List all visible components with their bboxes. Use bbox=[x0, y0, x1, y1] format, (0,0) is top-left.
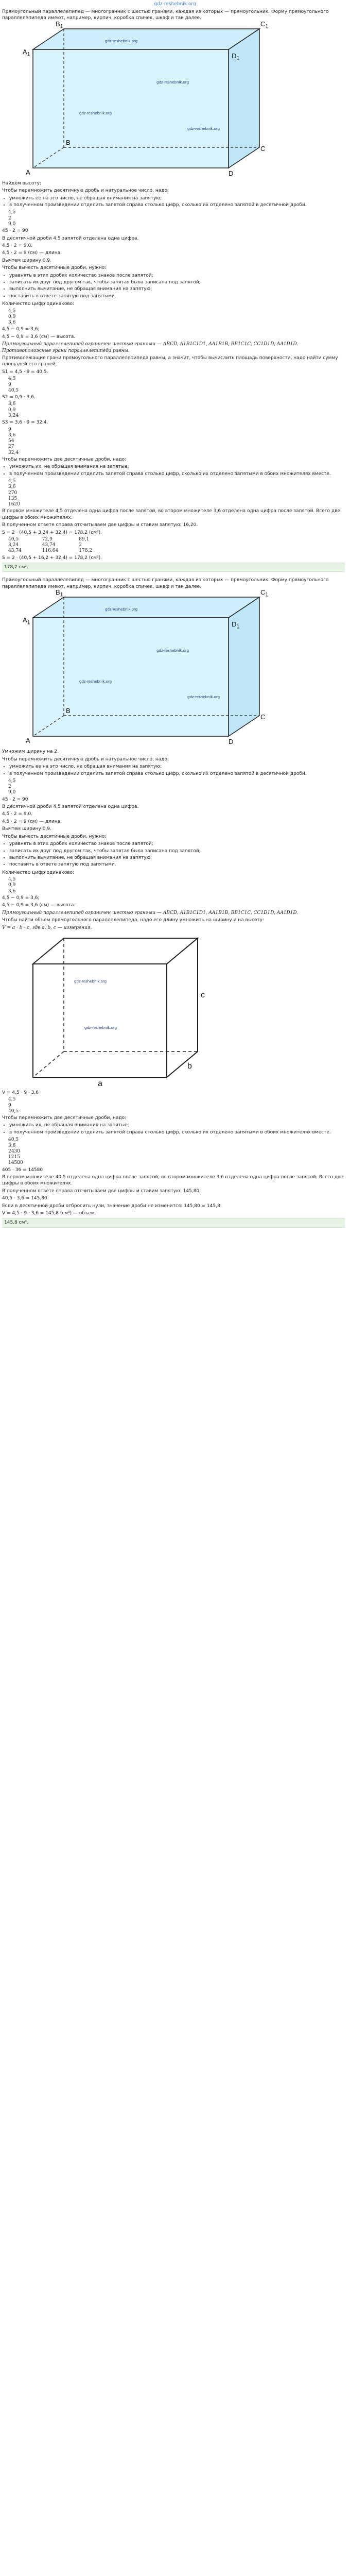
t1-calc7c: 89,1 2 178,2 bbox=[79, 536, 93, 554]
t2-s11: 4,5 − 0,9 = 3,6 (см) — высота. bbox=[2, 903, 76, 908]
t1-calc7 bbox=[2, 537, 345, 554]
t1-calc5: 9 3,6 54 27 32,4 bbox=[8, 427, 19, 455]
watermark: gdz-reshebnik.org bbox=[187, 695, 220, 700]
parallelepiped-svg-1 bbox=[2, 24, 270, 178]
watermark: gdz-reshebnik.org bbox=[79, 680, 112, 684]
list-item: • в полученном произведении отделить запятой справа столько цифр, сколько их отделено запятой в десятичной дроби. bbox=[9, 771, 345, 777]
t1-rule3 bbox=[2, 464, 345, 477]
t2-s20: 40,5 · 3,6 = 145,80. bbox=[2, 1196, 49, 1201]
t2-s2: Чтобы перемножить десятичную дробь и натуральное число, надо: bbox=[2, 756, 169, 762]
cube-svg bbox=[12, 933, 208, 1088]
t1-s12: Прямоугольный параллелепипед ограничен шестью гранями — ABCD, A1B1C1D1, AA1B1B, BB1C1C, CC1D1D, AA1D1D. Противоположные грани параллелепипеда равны. bbox=[2, 342, 299, 353]
t2-s10: 4,5 − 0,9 = 3,6; bbox=[2, 895, 40, 901]
list-item: • умножить их, не обращая внимания на запятые; bbox=[9, 1122, 345, 1128]
t1-calc7a: 40,5 3,24 43,74 bbox=[8, 536, 22, 554]
t2-s6: 4,5 · 2 = 9 (см) — длина. bbox=[2, 819, 62, 824]
t1-calc2: 4,5 0,9 3,6 bbox=[8, 308, 16, 326]
t2-s12: Прямоугольный параллелепипед ограничен шестью гранями — ABCD, A1B1C1D1, AA1B1B, BB1C1C, CC1D1D, AA1D1D. bbox=[2, 910, 299, 916]
list-item: • выполнить вычитание, не обращая внимания на запятую; bbox=[9, 286, 345, 292]
label-a: A bbox=[26, 168, 30, 176]
label-edge-c: c bbox=[201, 990, 205, 999]
t2-s19: В полученном ответе справа отсчитываем две цифры и ставим запятую: 145,80. bbox=[2, 1188, 201, 1194]
label-d1: $D_1$ bbox=[232, 620, 240, 630]
t2-s13: Чтобы найти объем прямоугольного параллелепипеда, надо его длину умножить на ширину и на высоту: bbox=[2, 918, 265, 923]
parallelepiped-figure-1 bbox=[2, 20, 270, 178]
label-c: C bbox=[260, 144, 266, 152]
watermark: gdz-reshebnik.org bbox=[84, 1025, 117, 1030]
task2-intro: Прямоугольный параллелепипед — многогранник с шестью гранями, каждая из которых — прямоугольник. Форму прямоугольного параллелепипеда имеют, например, кирпич, коробка спичек, шкаф и так далее. bbox=[2, 578, 329, 589]
t1-s4: В десятичной дроби 4,5 запятой отделена одна цифра. bbox=[2, 235, 139, 241]
t2-s17: 405 · 36 = 14580 bbox=[2, 1167, 43, 1173]
t2-s15: V = 4,5 · 9 · 3,6 bbox=[2, 1090, 39, 1095]
t1-s1: Найдём высоту: bbox=[2, 180, 42, 186]
list-item: • записать их друг под другом так, чтобы запятая была записана под запятой; bbox=[9, 848, 345, 854]
t2-calc2: 4,5 0,9 3,6 bbox=[8, 877, 16, 894]
t1-s11: 4,5 − 0,9 = 3,6 (см) — высота. bbox=[2, 334, 76, 340]
t1-s10: 4,5 − 0,9 = 3,6; bbox=[2, 327, 40, 332]
t1-rule1 bbox=[2, 195, 345, 209]
t1-s9: Количество цифр одинаково: bbox=[2, 301, 75, 307]
label-d1: $D_1$ bbox=[232, 52, 240, 62]
t2-s18: В первом множителе 40,5 отделена одна цифра после запятой, во втором множителе 3,6 отделена одна цифра после запятой. Всего две цифры в обоих множителях. bbox=[2, 1174, 343, 1187]
list-item: • умножить ее на это число, не обращая внимания на запятую; bbox=[9, 764, 345, 770]
t2-s3: 45 · 2 = 90 bbox=[2, 796, 28, 802]
t1-calc7b: 72,9 43,74 116,64 bbox=[42, 536, 59, 554]
t2-calc3: 4,5 9 40,5 bbox=[8, 1097, 19, 1114]
list-item: • в полученном произведении отделить запятой справа столько цифр, сколько их отделено запятыми в обоих множителях вместе. bbox=[9, 471, 345, 477]
t2-calc4: 40,5 3,6 2430 1215 14580 bbox=[8, 1137, 23, 1166]
watermark: gdz-reshebnik.org bbox=[105, 607, 138, 612]
parallelepiped-figure-2 bbox=[2, 588, 270, 747]
site-link[interactable]: gdz-reshebnik.org bbox=[154, 2, 196, 7]
t2-rule1 bbox=[2, 764, 345, 777]
t1-s6: 4,5 · 2 = 9 (см) — длина. bbox=[2, 250, 62, 256]
t2-s4: В десятичной дроби 4,5 запятой отделена одна цифра. bbox=[2, 804, 139, 810]
t1-s16: S3 = 3,6 · 9 = 32,4. bbox=[2, 420, 48, 426]
label-b: B bbox=[66, 138, 71, 146]
t1-calc1: 4,5 2 9,0 bbox=[8, 210, 16, 227]
t2-calc1: 4,5 2 9,0 bbox=[8, 778, 16, 795]
watermark: gdz-reshebnik.org bbox=[79, 111, 112, 115]
list-item: • в полученном произведении отделить запятой справа столько цифр, сколько их отделено запятыми в обоих множителях вместе. bbox=[9, 1129, 345, 1136]
label-a1: $A_1$ bbox=[23, 616, 30, 626]
t1-rule2 bbox=[2, 273, 345, 300]
parallelepiped-svg-2 bbox=[2, 592, 270, 747]
watermark: gdz-reshebnik.org bbox=[187, 126, 220, 131]
t1-s5: 4,5 · 2 = 9,0. bbox=[2, 243, 33, 248]
task-1 bbox=[0, 9, 350, 572]
list-item: • в полученном произведении отделить запятой справа столько цифр, сколько их отделено запятой в десятичной дроби. bbox=[9, 202, 345, 208]
t1-s17: Чтобы перемножить две десятичные дроби, надо: bbox=[2, 456, 127, 462]
t1-s21: S = 2 · (40,5 + 16,2 + 32,4) = 178,2 (см²). bbox=[2, 555, 102, 561]
t1-s8: Чтобы вычесть десятичные дроби, нужно: bbox=[2, 265, 107, 271]
t1-s19: В полученном ответе справа отсчитываем две цифры и ставим запятую: 16,20. bbox=[2, 522, 198, 528]
t2-s7: Вычтем ширину 0,9. bbox=[2, 826, 51, 832]
label-b1: $B_1$ bbox=[56, 20, 63, 30]
t1-answer: 178,2 см². bbox=[2, 563, 345, 572]
task-2 bbox=[0, 577, 350, 1227]
t2-s14: V = a · b · c, где a, b, c — измерения. bbox=[2, 925, 92, 930]
list-item: • выполнить вычитание, не обращая внимания на запятую; bbox=[9, 855, 345, 861]
label-a: A bbox=[26, 737, 30, 745]
list-item: • уравнять в этих дробях количество знаков после запятой; bbox=[9, 273, 345, 279]
label-c1: $C_1$ bbox=[260, 588, 269, 598]
t2-s21: Если в десятичной дроби отбросить нули, значение дроби не изменится: 145,80 = 145,8. bbox=[2, 1203, 222, 1209]
t1-calc4: 3,6 0,9 3,24 bbox=[8, 401, 19, 418]
watermark: gdz-reshebnik.org bbox=[156, 80, 189, 84]
label-edge-b: b bbox=[187, 1061, 192, 1071]
t1-s18: В первом множителе 4,5 отделена одна цифра после запятой, во втором множителе 3,6 отделена одна цифра после запятой. Всего две цифры в обоих множителях. bbox=[2, 509, 340, 520]
label-d: D bbox=[229, 169, 234, 177]
list-item: • записать их друг под другом так, чтобы запятая была записана под запятой; bbox=[9, 279, 345, 285]
t2-s16: Чтобы перемножить две десятичные дроби, надо: bbox=[2, 1115, 127, 1121]
t1-s14: S1 = 4,5 · 9 = 40,5. bbox=[2, 369, 48, 375]
t2-s9: Количество цифр одинаково: bbox=[2, 870, 75, 875]
label-c: C bbox=[260, 713, 266, 721]
t2-s8: Чтобы вычесть десятичные дроби, нужно: bbox=[2, 834, 107, 839]
t2-rule3 bbox=[2, 1122, 345, 1136]
watermark: gdz-reshebnik.org bbox=[156, 649, 189, 653]
t1-s7: Вычтем ширину 0,9. bbox=[2, 258, 51, 263]
t1-s20: S = 2 · (40,5 + 3,24 + 32,4) = 178,2 (см²). bbox=[2, 530, 102, 535]
label-c1: $C_1$ bbox=[260, 20, 269, 30]
t1-s15: S2 = 0,9 · 3,6. bbox=[2, 395, 36, 400]
list-item: • поставить в ответе запятую под запятыми. bbox=[9, 293, 345, 299]
cube-figure bbox=[12, 933, 208, 1088]
label-b: B bbox=[66, 707, 71, 715]
list-item: • уравнять в этих дробях количество знаков после запятой; bbox=[9, 841, 345, 847]
t1-s2: Чтобы перемножить десятичную дробь и натуральное число, надо: bbox=[2, 188, 169, 194]
watermark: gdz-reshebnik.org bbox=[74, 979, 107, 984]
t1-calc6: 4,5 3,6 270 135 1620 bbox=[8, 479, 20, 507]
t1-s13: Противолежащие грани прямоугольного параллелепипеда равны, а значит, чтобы вычислить площадь поверхности, надо найти сумму площадей его граней. bbox=[2, 355, 338, 367]
task1-intro: Прямоугольный параллелепипед — многогранник с шестью гранями, каждая из которых — прямоугольник. Форму прямоугольного параллелепипеда имеют, например, кирпич, коробка спичек, шкаф и так далее. bbox=[2, 9, 329, 21]
label-edge-a: a bbox=[98, 1079, 102, 1088]
t1-calc3: 4,5 9 40,5 bbox=[8, 376, 19, 393]
label-a1: $A_1$ bbox=[23, 47, 30, 58]
watermark: gdz-reshebnik.org bbox=[105, 39, 138, 43]
list-item: • умножить ее на это число, не обращая внимания на запятую; bbox=[9, 195, 345, 201]
site-header[interactable] bbox=[0, 0, 350, 8]
t2-s5: 4,5 · 2 = 9,0. bbox=[2, 811, 33, 817]
t1-s3: 45 · 2 = 90 bbox=[2, 228, 28, 234]
label-b1: $B_1$ bbox=[56, 588, 63, 598]
t2-answer: 145,8 см³. bbox=[2, 1218, 345, 1227]
t2-s1: Умножим ширину на 2. bbox=[2, 749, 59, 755]
list-item: • поставить в ответе запятую под запятыми. bbox=[9, 861, 345, 868]
t2-rule2 bbox=[2, 841, 345, 868]
list-item: • умножить их, не обращая внимания на запятые; bbox=[9, 464, 345, 470]
label-d: D bbox=[229, 738, 234, 746]
t2-s22: V = 4,5 · 9 · 3,6 = 145,8 (см³) — объем. bbox=[2, 1210, 96, 1216]
